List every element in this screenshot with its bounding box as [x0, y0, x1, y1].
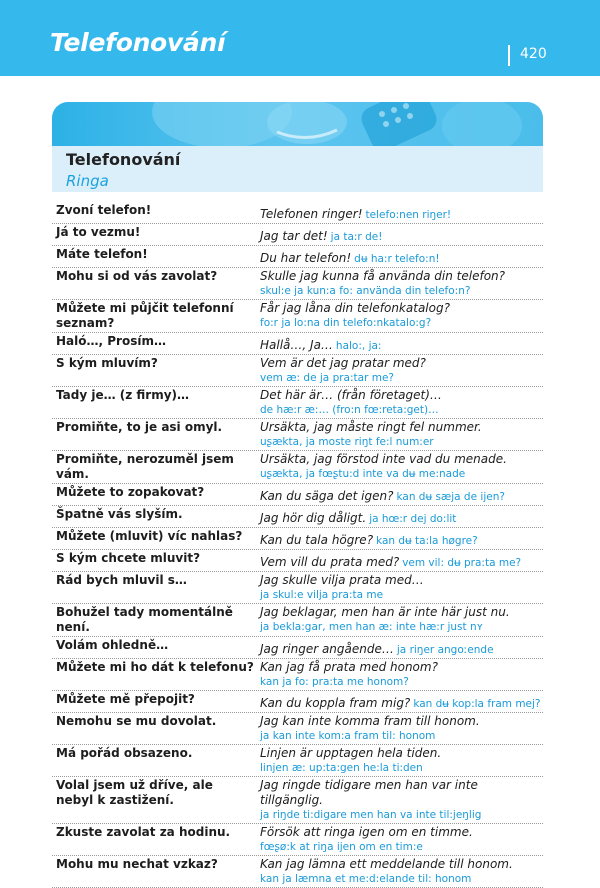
phrase-row: [52, 659, 543, 691]
swedish-phrase: Jag hör dig dåligt.: [260, 511, 367, 525]
phrase-row: [52, 268, 543, 300]
czech-phrase: Můžete mi půjčit telefonní seznam?: [56, 301, 234, 330]
translation-cell: [254, 638, 543, 657]
pronunciation: ja ta:r de!: [330, 231, 383, 243]
phrase-row: [52, 300, 543, 333]
swedish-phrase: Du har telefon!: [260, 251, 352, 265]
swedish-phrase: Linjen är upptagen hela tiden.: [260, 746, 442, 760]
pronunciation: halo:, ja:: [335, 340, 382, 352]
czech-phrase: Špatně vás slyším.: [56, 507, 183, 521]
czech-phrase: S kým mluvím?: [56, 356, 158, 370]
translation-cell: [254, 605, 543, 635]
translation-cell: [254, 714, 543, 743]
czech-phrase: Mohu mu nechat vzkaz?: [56, 857, 218, 871]
czech-phrase: Volám ohledně…: [56, 638, 169, 652]
translation-cell: [254, 420, 543, 449]
phone-call-photo: [52, 102, 543, 146]
phrase-row: [52, 387, 543, 419]
czech-phrase: Zkuste zavolat za hodinu.: [56, 825, 231, 839]
phrase-row: [52, 419, 543, 451]
section-label-band: [52, 146, 543, 192]
czech-phrase: Můžete mě přepojit?: [56, 692, 195, 706]
translation-cell: [254, 356, 543, 385]
translation-cell: [254, 203, 543, 222]
translation-cell: [254, 247, 543, 266]
translation-cell: [254, 551, 543, 570]
translation-cell: [254, 269, 543, 298]
swedish-phrase: Får jag låna din telefonkatalog?: [260, 301, 450, 315]
swedish-phrase: Telefonen ringer!: [260, 207, 363, 221]
translation-cell: [254, 573, 543, 602]
czech-phrase: Promiňte, to je asi omyl.: [56, 420, 223, 434]
swedish-phrase: Vem är det jag pratar med?: [260, 356, 426, 370]
phrase-row: [52, 484, 543, 506]
swedish-phrase: Jag kan inte komma fram till honom.: [260, 714, 480, 728]
swedish-phrase: Det här är… (från företaget)…: [260, 388, 442, 402]
czech-phrase: Já to vezmu!: [56, 225, 141, 239]
translation-cell: [254, 388, 543, 417]
translation-cell: [254, 778, 543, 822]
swedish-phrase: Kan jag lämna ett meddelande till honom.: [260, 857, 513, 871]
translation-cell: [254, 529, 543, 548]
swedish-phrase: Jag skulle vilja prata med…: [260, 573, 424, 587]
czech-phrase: Bohužel tady momentálně není.: [56, 605, 233, 634]
section-title: Telefonování: [66, 150, 181, 169]
pronunciation: linjen æ: up:ta:gen he:la ti:den: [260, 762, 423, 774]
czech-phrase: Promiňte, nerozuměl jsem vám.: [56, 452, 234, 481]
pronunciation: uʂækta, ja moste riŋt fe:l num:er: [260, 436, 434, 448]
czech-phrase: Zvoní telefon!: [56, 203, 152, 217]
pronunciation: ja kan inte kom:a fram til: honom: [260, 730, 436, 742]
pronunciation: kan dʉ kop:la fram mej?: [413, 698, 541, 710]
pronunciation: kan dʉ sæja de ijen?: [396, 491, 505, 503]
pronunciation: telefo:nen riŋer!: [365, 209, 452, 221]
swedish-phrase: Kan du koppla fram mig?: [260, 696, 411, 710]
phrase-row: [52, 451, 543, 484]
czech-phrase: Můžete (mluvit) víc nahlas?: [56, 529, 243, 543]
phrase-row: [52, 550, 543, 572]
page-title: Telefonování: [50, 28, 226, 57]
translation-cell: [254, 507, 543, 526]
phrase-row: [52, 713, 543, 745]
czech-phrase: Volal jsem už dříve, ale nebyl k zastižení.: [56, 778, 213, 807]
translation-cell: [254, 692, 543, 711]
phrase-row: [52, 202, 543, 224]
czech-phrase: Tady je… (z firmy)…: [56, 388, 190, 402]
translation-cell: [254, 825, 543, 854]
pronunciation: ja hœ:r dej do:lit: [369, 513, 457, 525]
phrase-row: [52, 824, 543, 856]
pronunciation: kan ja fo: pra:ta me honom?: [260, 676, 409, 688]
phrase-list: [52, 202, 543, 888]
swedish-phrase: Skulle jag kunna få använda din telefon?: [260, 269, 506, 283]
pronunciation: skul:e ja kun:a fo: använda din telefo:n?: [260, 285, 471, 297]
phrase-row: [52, 637, 543, 659]
phrase-row: [52, 604, 543, 637]
swedish-phrase: Kan jag få prata med honom?: [260, 660, 438, 674]
pronunciation: fœʂø:k at riŋa ijen om en tim:e: [260, 841, 423, 853]
translation-cell: [254, 225, 543, 244]
czech-phrase: Máte telefon!: [56, 247, 148, 261]
phrase-row: [52, 745, 543, 777]
phrase-row: [52, 224, 543, 246]
phrase-row: [52, 691, 543, 713]
pronunciation: kan dʉ ta:la høgre?: [376, 535, 478, 547]
czech-phrase: Haló…, Prosím…: [56, 334, 166, 348]
swedish-phrase: Kan du säga det igen?: [260, 489, 394, 503]
top-banner: [0, 0, 600, 76]
phrase-row: [52, 777, 543, 824]
pronunciation: ja riŋer angoːende: [396, 644, 494, 656]
swedish-phrase: Ursäkta, jag förstod inte vad du menade.: [260, 452, 507, 466]
translation-cell: [254, 452, 543, 482]
pronunciation: ja riŋde ti:digare men han va inte til:jeŋlig: [260, 809, 482, 821]
swedish-phrase: Jag ringde tidigare men han var inte tillgänglig.: [260, 778, 478, 807]
pronunciation: dʉ ha:r telefo:n!: [354, 253, 440, 265]
translation-cell: [254, 660, 543, 689]
phrase-row: [52, 572, 543, 604]
pronunciation: vem vil: dʉ pra:ta me?: [402, 557, 522, 569]
phrase-row: [52, 528, 543, 550]
czech-phrase: S kým chcete mluvit?: [56, 551, 201, 565]
phrase-row: [52, 246, 543, 268]
phrase-row: [52, 506, 543, 528]
swedish-phrase: Ursäkta, jag måste ringt fel nummer.: [260, 420, 482, 434]
czech-phrase: Můžete mi ho dát k telefonu?: [56, 660, 254, 674]
page-number: 420: [520, 46, 547, 62]
swedish-phrase: Hallå…, Ja…: [260, 338, 333, 352]
czech-phrase: Rád bych mluvil s…: [56, 573, 187, 587]
translation-cell: [254, 334, 543, 353]
pronunciation: ja bekla:gar, men han æ: inte hæ:r just nʏ: [260, 621, 484, 633]
czech-phrase: Má pořád obsazeno.: [56, 746, 193, 760]
swedish-phrase: Jag ringer angående…: [260, 642, 394, 656]
swedish-phrase: Jag beklagar, men han är inte här just nu.: [260, 605, 510, 619]
swedish-phrase: Jag tar det!: [260, 229, 328, 243]
phrase-row: [52, 355, 543, 387]
swedish-phrase: Vem vill du prata med?: [260, 555, 400, 569]
section-subtitle: Ringa: [66, 172, 109, 190]
pronunciation: ja skul:e vilja pra:ta me: [260, 589, 384, 601]
pronunciation: vem æ: de ja pra:tar me?: [260, 372, 394, 384]
pronunciation: kan ja læmna et me:d:elande til: honom: [260, 873, 472, 885]
swedish-phrase: Kan du tala högre?: [260, 533, 374, 547]
pronunciation: fo:r ja lo:na din telefo:nkatalo:g?: [260, 317, 432, 329]
czech-phrase: Nemohu se mu dovolat.: [56, 714, 217, 728]
czech-phrase: Mohu si od vás zavolat?: [56, 269, 218, 283]
czech-phrase: Můžete to zopakovat?: [56, 485, 205, 499]
pronunciation: uʂækta, ja fœʂtu:d inte va dʉ me:nade: [260, 468, 466, 480]
pronunciation: de hæ:r æ:… (fro:n fœ:reta:get)…: [260, 404, 439, 416]
translation-cell: [254, 746, 543, 775]
translation-cell: [254, 485, 543, 504]
phrase-row: [52, 333, 543, 355]
section-header: [52, 102, 543, 192]
swedish-phrase: Försök att ringa igen om en timme.: [260, 825, 473, 839]
translation-cell: [254, 857, 543, 886]
page-number-divider: [508, 45, 510, 66]
translation-cell: [254, 301, 543, 331]
